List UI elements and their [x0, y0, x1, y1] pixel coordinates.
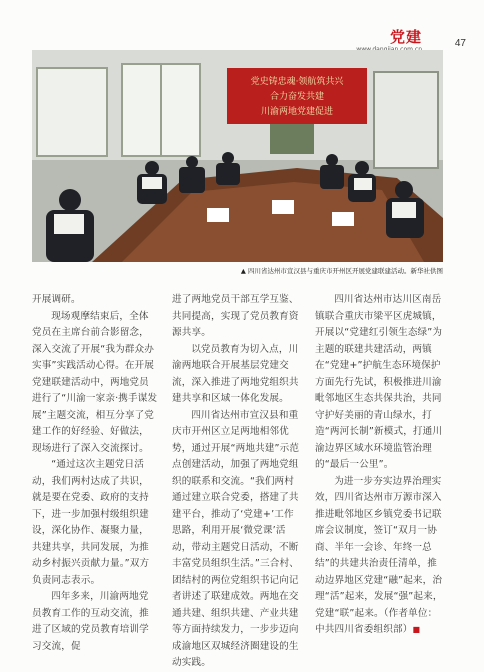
photo-caption-text: 四川省达州市宣汉县与重庆市开州区开展党建联建活动。新华社供图: [248, 267, 443, 275]
meeting-photo: [32, 50, 443, 262]
text-column-2: [172, 292, 303, 672]
paragraph: [315, 474, 446, 639]
meeting-photo-illustration: [32, 50, 443, 262]
paragraph: “通过这次主题党日活动，我们两村达成了共识，就是要在党委、政府的支持下，进一步加强村级组织建设，深化协作、凝聚力量，共建共享，共同发展，为推动乡村振兴贡献力量。”双方负责同志表示。: [32, 459, 150, 586]
page-number: 47: [454, 38, 466, 49]
page-header: [0, 8, 484, 50]
banner-line-2: 合力奋发共建: [269, 92, 325, 102]
photo-caption: [100, 266, 443, 275]
end-mark-icon: ■: [412, 625, 421, 634]
paragraph: 四川省达州市宣汉县和重庆市开州区立足两地相邻优势，通过开展“两地共建”示范点创建活动，加强了两地党组织的联系和交流。“我们两村通过建立联合党委，搭建了共建平台，推动了‘党建+’工作思路，利用开展‘微党课’活动，带动主题党日活动，不断丰富党员组织生活。”三合村、团结村的两位党组织书记向记者讲述了联建成效。两地在交通共建、组织共建、产业共建等方面持续发力，一步步迈向成渝地区双城经济圈建设的生动实践。: [172, 409, 300, 668]
banner-line-1: 党史铸忠魂·领航筑共兴: [250, 77, 344, 87]
paragraph: 开展调研。: [32, 294, 81, 305]
text-column-1: [32, 292, 158, 655]
paragraph-text: 为进一步夯实边界治理实效，四川省达州市万源市深入推进毗邻地区乡镇党委书记联席会议制度，签订“双月一协商、半年一会诊、年终一总结”的共建共治责任清单，推动边界地区党建“融”起来，治理“活”起来，发展“强”起来，党建“联”起来。（作者单位：中共四川省委组织部）: [315, 475, 443, 635]
paragraph: 四川省达州市达川区南岳镇联合重庆市梁平区虎城镇，开展以“党建红引领生态绿”为主题的联建共建活动，两镇在“党建+”护航生态环境保护方面先行先试，积极推进川渝毗邻地区生态共保共治，共同守护好美丽的青山绿水，打造“两河长制”新模式，打通川渝边界区域水环境监管治理的“最后一公里”。: [315, 294, 443, 470]
paragraph: 现场观摩结束后，全体党员在主席台前合影留念，深入交流了开展“我为群众办实事”实践活动心得。在开展党建联建活动中，两地党员进行了“川渝一家亲·携手谋发展”主题交流，相互分享了党建工作的好经验、好做法，现场进行了深入交流探讨。: [32, 310, 158, 454]
paragraph: 进了两地党员干部互学互鉴、共同提高，实现了党员教育资源共享。: [172, 294, 299, 338]
camera-icon: ▲: [240, 267, 246, 275]
paragraph: 以党员教育为切入点，川渝两地联合开展基层党建交流，深入推进了两地党组织共建共享和区域一体化发展。: [172, 343, 299, 404]
magazine-brand: 党建: [389, 28, 422, 46]
paragraph: 四年多来，川渝两地党员教育工作的互动交流，推进了区域的党员教育培训学习交流，促: [32, 591, 149, 652]
banner-line-3: 川渝两地党建促进: [260, 107, 334, 117]
text-column-3: [315, 292, 446, 639]
